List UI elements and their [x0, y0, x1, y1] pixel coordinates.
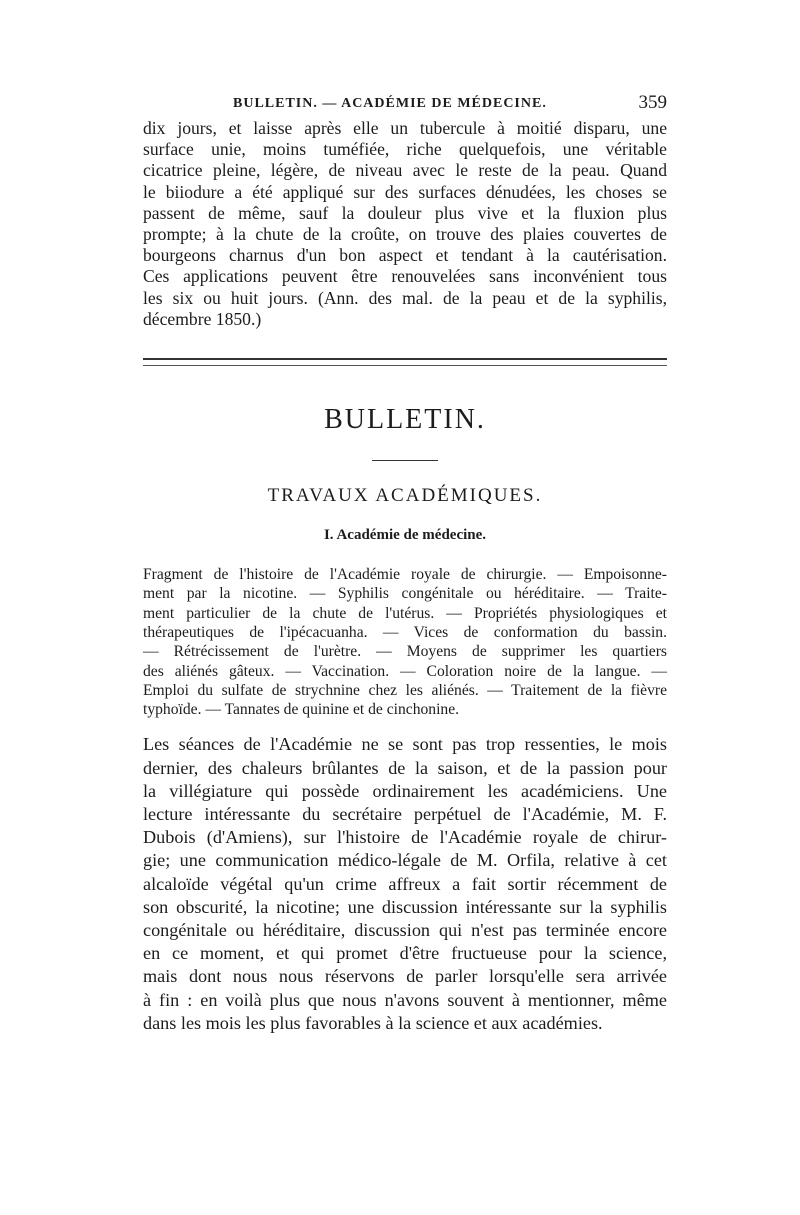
text-line: dix jours, et laisse après elle un tubercule à moitié disparu, une	[143, 118, 667, 138]
text-line: à fin : en voilà plus que nous n'avons souvent à mentionner, même	[143, 989, 667, 1010]
text-line: typhoïde. — Tannates de quinine et de cinchonine.	[143, 701, 460, 719]
text-line: — Rétrécissement de l'urètre. — Moyens de supprimer les quartiers	[143, 643, 667, 661]
short-rule-divider	[372, 460, 438, 461]
text-line: décembre 1850.)	[143, 308, 262, 329]
text-line: Les séances de l'Académie ne se sont pas trop ressenties, le mois	[143, 734, 667, 755]
text-line: ment par la nicotine. — Syphilis congénitale ou héréditaire. — Traite-	[143, 585, 667, 603]
text-line: son obscurité, la nicotine; une discussion intéressante sur la syphilis	[143, 896, 667, 917]
text-line: surface unie, moins tuméfiée, riche quelquefois, une véritable	[143, 139, 667, 160]
text-line: dans les mois les plus favorables à la science et aux académies.	[143, 1012, 603, 1033]
section-title: BULLETIN.	[324, 404, 486, 436]
text-line: le biiodure a été appliqué sur des surfaces dénudées, les choses se	[143, 181, 667, 202]
summary-paragraph	[143, 565, 667, 719]
running-head	[143, 92, 667, 118]
section-subtitle: TRAVAUX ACADÉMIQUES.	[267, 485, 543, 507]
text-line: Ces applications peuvent être renouvelées sans inconvénient tous	[143, 266, 667, 287]
text-line: ment particulier de la chute de l'utérus. — Propriétés physiologiques et	[143, 604, 667, 622]
text-line: Fragment de l'histoire de l'Académie royale de chirurgie. — Empoisonne-	[143, 566, 667, 584]
text-line: alcaloïde végétal qu'un crime affreux a fait sortir récemment de	[143, 873, 667, 894]
section-subsubtitle: I. Académie de médecine.	[323, 527, 487, 544]
text-line: thérapeutiques de l'ipécacuanha. — Vices de conformation du bassin.	[143, 623, 667, 641]
text-line: mais dont nous nous réservons de parler lorsqu'elle sera arrivée	[143, 966, 667, 987]
text-line: la villégiature qui possède ordinairement les académiciens. Une	[143, 780, 667, 801]
text-line: les six ou huit jours. (Ann. des mal. de la peau et de la syphilis,	[143, 287, 667, 308]
running-title: BULLETIN. — ACADÉMIE DE MÉDECINE.	[233, 96, 547, 111]
page-number: 359	[638, 92, 667, 113]
text-line: prompte; à la chute de la croûte, on trouve des plaies couvertes de	[143, 224, 667, 245]
book-page	[143, 92, 667, 1035]
text-line: dernier, des chaleurs brûlantes de la saison, et de la passion pour	[143, 757, 667, 778]
double-rule-divider	[143, 358, 667, 366]
text-line: bourgeons charnus d'un bon aspect et tendant à la cautérisation.	[143, 245, 667, 266]
text-line: lecture intéressante du secrétaire perpétuel de l'Académie, M. F.	[143, 804, 667, 825]
text-line: passent de même, sauf la douleur plus vive et la fluxion plus	[143, 202, 667, 223]
text-line: gie; une communication médico-légale de M. Orfila, relative à cet	[143, 850, 667, 871]
text-line: des aliénés gâteux. — Vaccination. — Coloration noire de la langue. —	[143, 662, 667, 680]
text-line: cicatrice pleine, légère, de niveau avec le reste de la peau. Quand	[143, 160, 667, 181]
text-line: congénitale ou héréditaire, discussion qui n'est pas terminée encore	[143, 920, 667, 941]
text-line: Emploi du sulfate de strychnine chez les aliénés. — Traitement de la fièvre	[143, 681, 667, 699]
text-line: en ce moment, et qui promet d'être fructueuse pour la science,	[143, 943, 667, 964]
intro-paragraph	[143, 118, 667, 330]
body-paragraph	[143, 733, 667, 1035]
text-line: Dubois (d'Amiens), sur l'histoire de l'Académie royale de chirur-	[143, 827, 667, 848]
